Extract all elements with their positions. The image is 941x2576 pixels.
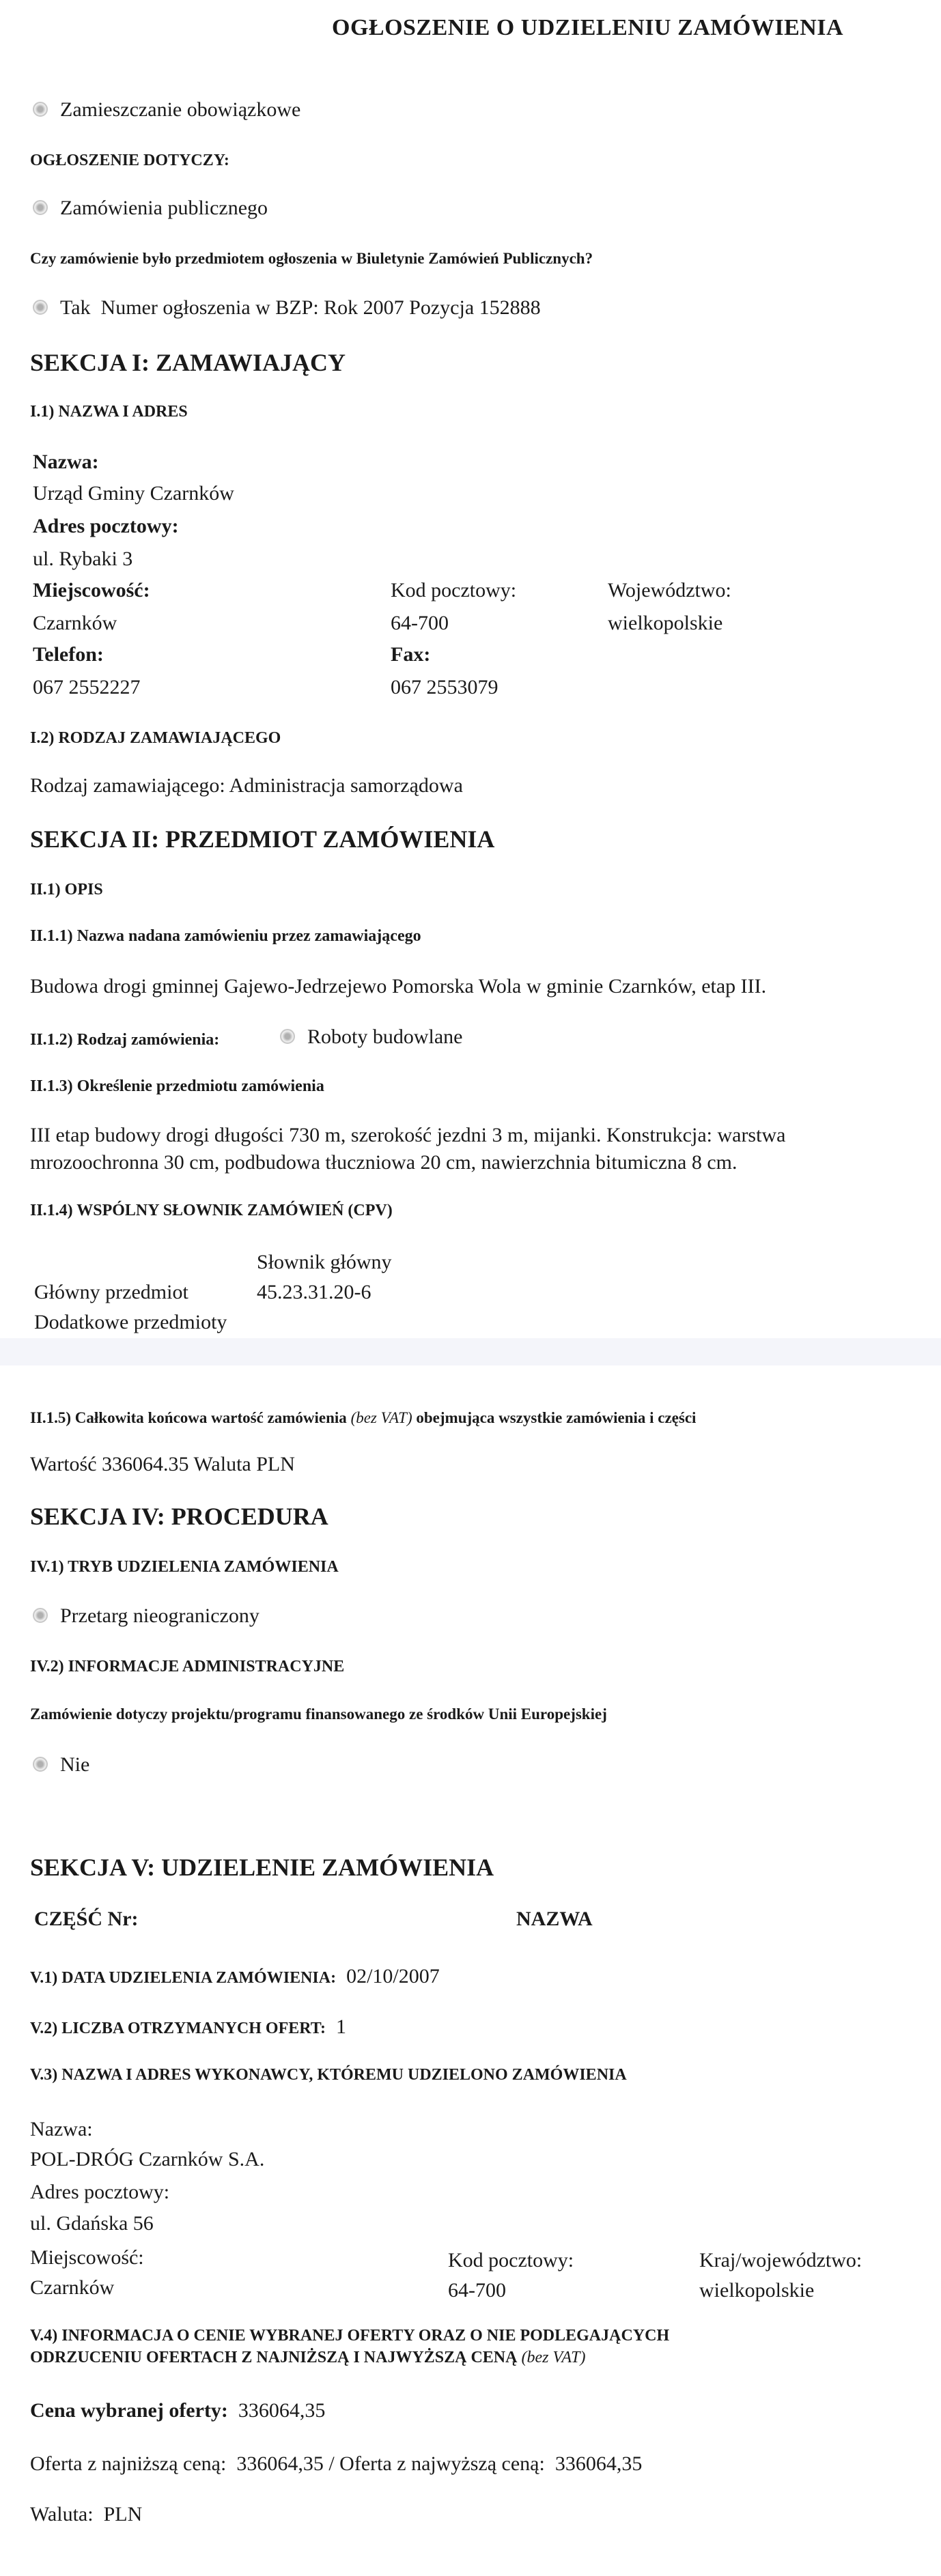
name-value: Urząd Gminy Czarnków — [33, 482, 234, 505]
name-label: Nazwa: — [33, 451, 99, 473]
ii13-heading: II.1.3) Określenie przedmiotu zamówienia — [30, 1077, 324, 1095]
ii14-heading: II.1.4) WSPÓLNY SŁOWNIK ZAMÓWIEŃ (CPV) — [30, 1202, 393, 1219]
section-4-title: SEKCJA IV: PROCEDURA — [30, 1503, 328, 1530]
eu-option: Nie — [33, 1753, 89, 1777]
i1-heading: I.1) NAZWA I ADRES — [30, 403, 188, 421]
value-line: Wartość 336064.35 Waluta PLN — [30, 1453, 295, 1475]
voivodeship-label: Województwo: — [608, 579, 731, 601]
section-1-title: SEKCJA I: ZAMAWIAJĄCY — [30, 349, 346, 376]
bzp-answer: Tak Numer ogłoszenia w BZP: Rok 2007 Pozycja 152888 — [33, 296, 541, 320]
fax-label: Fax: — [391, 643, 431, 666]
address-value: ul. Rybaki 3 — [33, 548, 133, 570]
ii15-heading: II.1.5) Całkowita końcowa wartość zamówienia (bez VAT) obejmująca wszystkie zamówienia i części — [30, 1409, 697, 1426]
cpv-additional-label: Dodatkowe przedmioty — [34, 1311, 227, 1333]
ii11-heading: II.1.1) Nazwa nadana zamówieniu przez zamawiającego — [30, 927, 421, 945]
city-label: Miejscowość: — [33, 579, 150, 601]
c-name-label: Nazwa: — [30, 2118, 93, 2140]
ii1-heading: II.1) OPIS — [30, 881, 103, 898]
postal-label: Kod pocztowy: — [391, 579, 517, 601]
phone-label: Telefon: — [33, 643, 104, 666]
iv1-heading: IV.1) TRYB UDZIELENIA ZAMÓWIENIA — [30, 1558, 339, 1576]
section-5-title: SEKCJA V: UDZIELENIE ZAMÓWIENIA — [30, 1854, 494, 1881]
radio-selected-icon — [33, 1757, 48, 1772]
bzp-question: Czy zamówienie było przedmiotem ogłoszenia w Biuletynie Zamówień Publicznych? — [30, 250, 593, 267]
eu-question: Zamówienie dotyczy projektu/programu finansowanego ze środków Unii Europejskiej — [30, 1705, 607, 1723]
c-address-value: ul. Gdańska 56 — [30, 2212, 154, 2235]
radio-selected-icon — [33, 1608, 48, 1623]
iv1-option: Przetarg nieograniczony — [33, 1604, 259, 1628]
cpv-main-value: 45.23.31.20-6 — [257, 1281, 371, 1303]
c-postal-value: 64-700 — [448, 2279, 506, 2302]
c-city-value: Czarnków — [30, 2276, 115, 2299]
v2-row: V.2) LICZBA OTRZYMANYCH OFERT: 1 — [30, 2015, 346, 2038]
radio-selected-icon — [33, 102, 48, 117]
ii12-option: Roboty budowlane — [280, 1025, 462, 1049]
c-region-label: Kraj/województwo: — [699, 2249, 862, 2271]
page-title: OGŁOSZENIE O UDZIELENIU ZAMÓWIENIA — [332, 15, 844, 40]
placement-option: Zamieszczanie obowiązkowe — [33, 98, 300, 122]
c-postal-label: Kod pocztowy: — [448, 2249, 574, 2271]
cpv-main-label: Główny przedmiot — [34, 1281, 188, 1303]
c-city-label: Miejscowość: — [30, 2246, 144, 2269]
section-2-title: SEKCJA II: PRZEDMIOT ZAMÓWIENIA — [30, 825, 495, 853]
voivodeship-value: wielkopolskie — [608, 612, 723, 634]
v4-heading-line1: V.4) INFORMACJA O CENIE WYBRANEJ OFERTY ORAZ O NIE PODLEGAJĄCYCH — [30, 2327, 670, 2345]
iv2-heading: IV.2) INFORMACJE ADMINISTRACYJNE — [30, 1658, 345, 1675]
phone-value: 067 2552227 — [33, 676, 141, 698]
price-row: Cena wybranej oferty: 336064,35 — [30, 2399, 326, 2422]
scan-band — [0, 1338, 941, 1365]
v3-heading: V.3) NAZWA I ADRES WYKONAWCY, KTÓREMU UDZIELONO ZAMÓWIENIA — [30, 2066, 627, 2084]
v4-heading-line2: ODRZUCENIU OFERTACH Z NAJNIŻSZĄ I NAJWYŻSZĄ CENĄ (bez VAT) — [30, 2349, 586, 2366]
fax-value: 067 2553079 — [391, 676, 498, 698]
city-value: Czarnków — [33, 612, 117, 634]
c-name-value: POL-DRÓG Czarnków S.A. — [30, 2148, 265, 2170]
radio-selected-icon — [33, 300, 48, 315]
offers-row: Oferta z najniższą ceną: 336064,35 / Oferta z najwyższą ceną: 336064,35 — [30, 2452, 643, 2475]
ii12-heading: II.1.2) Rodzaj zamówienia: — [30, 1031, 220, 1049]
i2-heading: I.2) RODZAJ ZAMAWIAJĄCEGO — [30, 729, 281, 747]
name-header: NAZWA — [516, 1908, 593, 1930]
ii13-line1: III etap budowy drogi długości 730 m, szerokość jezdni 3 m, mijanki. Konstrukcja: warstwa — [30, 1124, 786, 1146]
postal-value: 64-700 — [391, 612, 449, 634]
address-label: Adres pocztowy: — [33, 515, 179, 537]
c-region-value: wielkopolskie — [699, 2279, 815, 2302]
c-address-label: Adres pocztowy: — [30, 2181, 170, 2203]
radio-selected-icon — [33, 200, 48, 215]
about-option: Zamówienia publicznego — [33, 197, 268, 220]
ii13-line2: mrozoochronna 30 cm, podbudowa tłuczniowa 20 cm, nawierzchnia bitumiczna 8 cm. — [30, 1151, 738, 1174]
cpv-col-header: Słownik główny — [257, 1251, 392, 1273]
about-label: OGŁOSZENIE DOTYCZY: — [30, 152, 229, 169]
radio-selected-icon — [280, 1029, 295, 1044]
type-value: Rodzaj zamawiającego: Administracja samorządowa — [30, 774, 463, 797]
currency-row: Waluta: PLN — [30, 2503, 143, 2525]
part-label: CZĘŚĆ Nr: — [34, 1908, 139, 1930]
v1-row: V.1) DATA UDZIELENIA ZAMÓWIENIA: 02/10/2007 — [30, 1965, 440, 1987]
ii11-value: Budowa drogi gminnej Gajewo-Jedrzejewo Pomorska Wola w gminie Czarnków, etap III. — [30, 975, 767, 997]
